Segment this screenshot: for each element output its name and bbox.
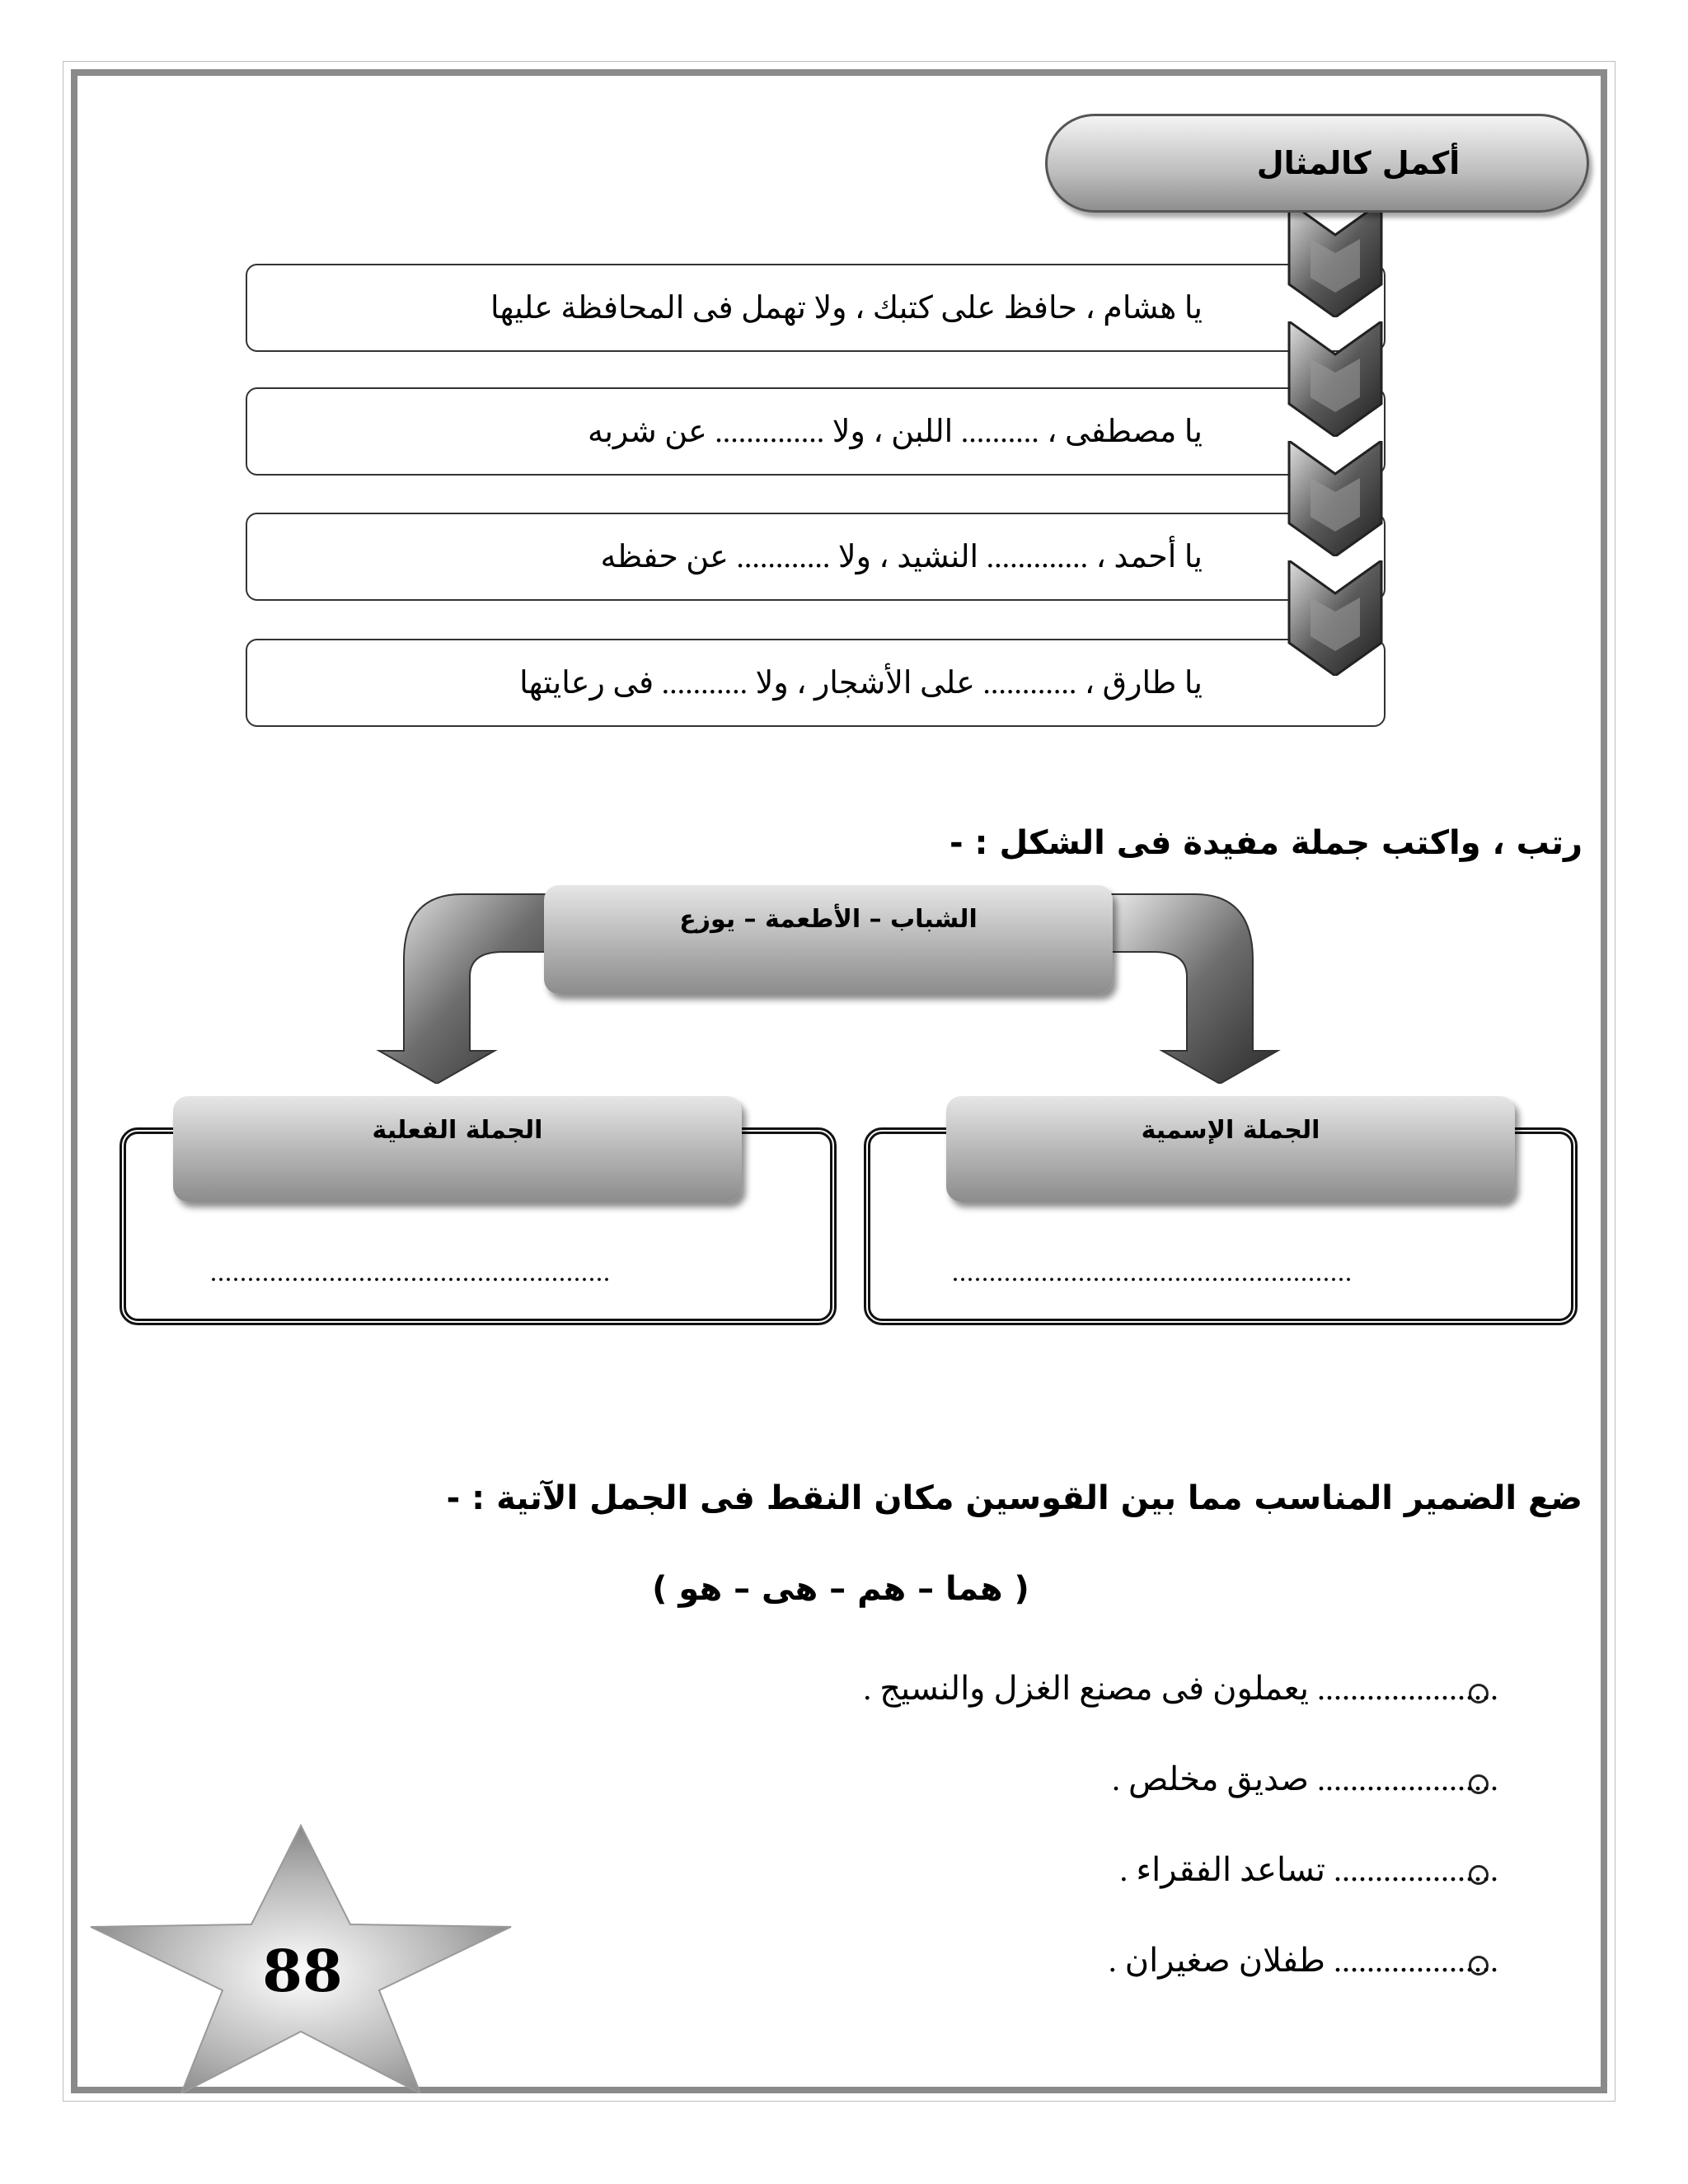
sentence-box-3[interactable] (246, 513, 1386, 601)
example-sentence-box (246, 264, 1386, 352)
exercise-item[interactable]: ...................... صديق مخلص . (1112, 1760, 1498, 1797)
verbal-label-box (173, 1096, 742, 1202)
sentence-box-2[interactable] (246, 387, 1386, 476)
scrambled-words: الشباب – الأطعمة – يوزع (679, 905, 978, 934)
exercise-item[interactable]: .................... تساعد الفقراء . (1119, 1851, 1498, 1888)
chevron-icon (1286, 560, 1385, 676)
nominal-label: الجملة الإسمية (1141, 1116, 1320, 1145)
chevron-icon (1286, 441, 1385, 556)
sentence-4: يا طارق ، ............ على الأشجار ، ولا ........... فى رعايتها (519, 666, 1203, 701)
words-box (544, 885, 1113, 994)
section2-heading: رتب ، واكتب جملة مفيدة فى الشكل : - (950, 824, 1582, 862)
section1-title: أكمل كالمثال (1256, 145, 1461, 181)
chevron-icon (1286, 202, 1385, 317)
sentence-box-4[interactable] (246, 639, 1386, 727)
page-number: 88 (262, 1937, 343, 2005)
chevron-icon (1286, 321, 1385, 437)
pronoun-options: ( هما – هم – هى – هو ) (652, 1570, 1029, 1608)
verbal-answer-line[interactable]: ...................................................... (210, 1257, 611, 1286)
sentence-3: يا أحمد ، ............. النشيد ، ولا ............ عن حفظه (600, 540, 1203, 574)
verbal-label: الجملة الفعلية (372, 1116, 543, 1145)
exercise-item[interactable]: ...................... يعملون فى مصنع الغزل والنسيج . (863, 1670, 1498, 1707)
exercise-item[interactable]: .................... طفلان صغيران . (1108, 1942, 1498, 1979)
nominal-answer-line[interactable]: ...................................................... (952, 1257, 1353, 1286)
nominal-label-box (946, 1096, 1515, 1202)
example-sentence: يا هشام ، حافظ على كتبك ، ولا تهمل فى المحافظة عليها (490, 291, 1203, 326)
sentence-2: يا مصطفى ، .......... اللبن ، ولا .............. عن شربه (587, 415, 1203, 449)
section3-heading: ضع الضمير المناسب مما بين القوسين مكان النقط فى الجمل الآتية : - (446, 1479, 1582, 1517)
section-title-pill (1045, 114, 1589, 213)
